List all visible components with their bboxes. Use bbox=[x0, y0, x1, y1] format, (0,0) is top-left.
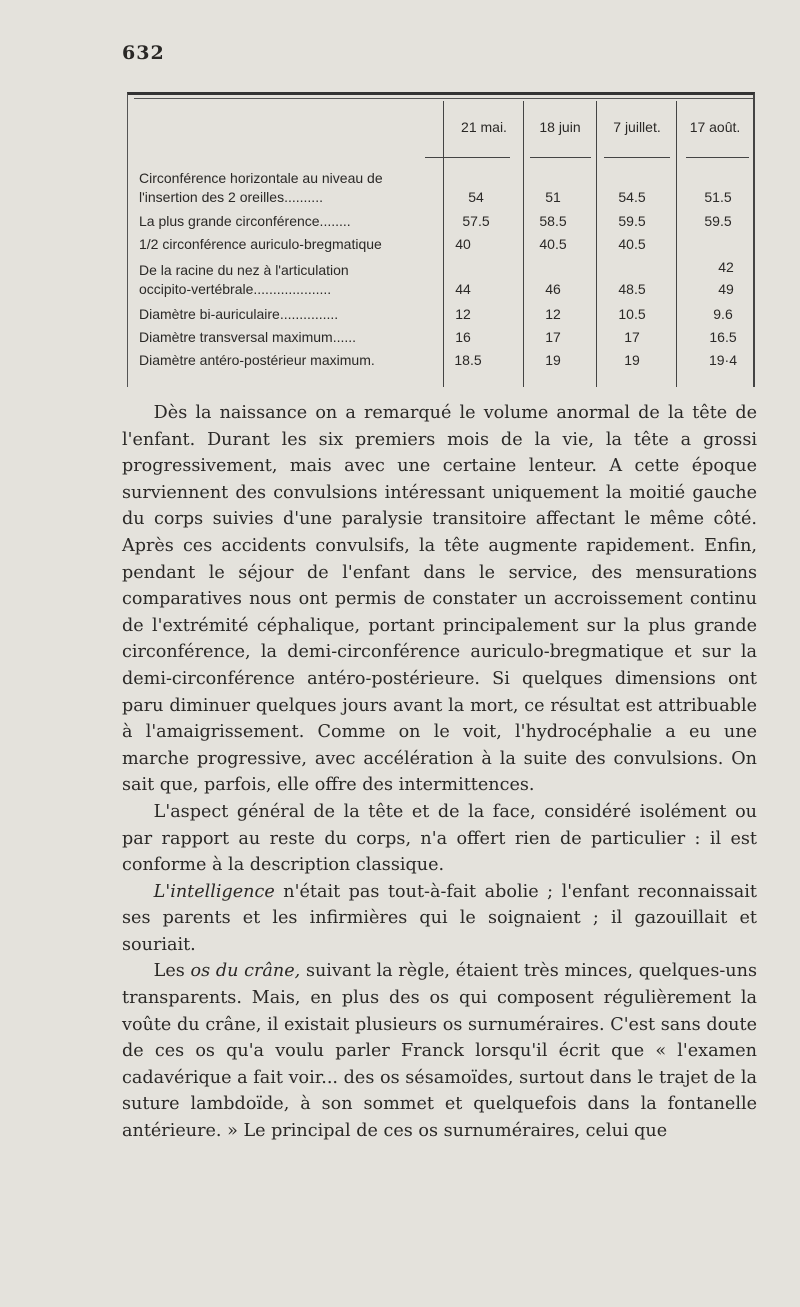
table-cell: 51 bbox=[545, 189, 561, 205]
column-header: 21 mai. bbox=[461, 119, 507, 135]
header-rule bbox=[425, 157, 510, 158]
table-cell: 57.5 bbox=[462, 213, 490, 229]
column-divider bbox=[596, 101, 597, 387]
table-cell: 40.5 bbox=[539, 236, 567, 252]
table-rule bbox=[134, 98, 753, 99]
table-cell: 19·4 bbox=[708, 352, 738, 368]
body-text bbox=[122, 400, 757, 1145]
column-divider bbox=[676, 101, 677, 387]
table-cell: 58.5 bbox=[539, 213, 567, 229]
table-cell: 54.5 bbox=[618, 189, 646, 205]
row-label: Circonférence horizontale au niveau de bbox=[139, 170, 383, 186]
emphasis: L'intelligence bbox=[153, 881, 275, 902]
table-cell: 48.5 bbox=[618, 281, 646, 297]
table-cell: 49 bbox=[718, 281, 734, 297]
row-label: Diamètre antéro-postérieur maximum. bbox=[139, 352, 375, 368]
table-cell: 59.5 bbox=[618, 213, 646, 229]
table-cell: 46 bbox=[545, 281, 561, 297]
table-cell: 18.5 bbox=[454, 352, 482, 368]
paragraph bbox=[122, 799, 757, 879]
table-cell: 51.5 bbox=[704, 189, 732, 205]
row-label: l'insertion des 2 oreilles.......... bbox=[139, 189, 323, 205]
table-cell: 54 bbox=[468, 189, 484, 205]
column-header: 17 août. bbox=[689, 119, 741, 135]
paragraph bbox=[122, 879, 757, 959]
paragraph-text: n'était pas tout-à-fait abolie ; l'enfant reconnaissait ses parents et les infirmières qui le soignaient ; il gazouillait et souriait. bbox=[122, 881, 757, 955]
page-number: 632 bbox=[122, 42, 165, 64]
paragraph: Dès la naissance on a remarqué le volume anormal de la tête de l'enfant. Durant les six premiers mois de la vie, la tête a grossi progressivement, mais avec une certaine lenteur. A cette époque surviennent des convulsions intéressant uniquement la moitié gauche du corps suivies d'une paralysie transitoire affectant le même côté. Après ces accidents convulsifs, la tête augmente rapidement. Enfin, pendant le séjour de l'enfant dans le service, des mensurations comparatives nous ont permis de constater un accroissement continu de l'extrémité céphalique, portant principalement sur la plus grande circonférence, la demi-circonférence auriculo-bregmatique et sur la demi-circonférence antéro-postérieure. Si quelques dimensions ont paru diminuer quelques jours avant la mort, ce résultat est attribuable à l'amaigrissement. Comme on le voit, l'hydrocéphalie a eu une marche progressive, avec accélération à la suite des convulsions. On sait que, parfois, elle offre des intermittences. bbox=[122, 403, 757, 796]
table-cell: 40.5 bbox=[618, 236, 646, 252]
table-cell: 42 bbox=[718, 259, 734, 275]
paragraph-text: L'aspect général de la tête et de la face, considéré isolément ou par rapport au reste du corps, n'a offert rien de particulier : il est conforme à la description classique. bbox=[122, 801, 757, 876]
row-label: Diamètre transversal maximum...... bbox=[139, 329, 357, 345]
paragraph bbox=[122, 958, 757, 1144]
column-header: 7 juillet. bbox=[613, 119, 661, 135]
table-cell: 44 bbox=[455, 281, 471, 297]
table-cell: 12 bbox=[545, 306, 561, 322]
row-label: occipito-vertébrale.................... bbox=[139, 281, 332, 297]
measurement-table bbox=[127, 92, 755, 387]
table-cell: 16 bbox=[455, 329, 471, 345]
row-label: 1/2 circonférence auriculo-bregmatique bbox=[139, 236, 382, 252]
table-cell: 59.5 bbox=[704, 213, 732, 229]
header-rule bbox=[686, 157, 749, 158]
row-label: De la racine du nez à l'articulation bbox=[139, 262, 349, 278]
table-cell: 40 bbox=[455, 236, 471, 252]
paragraph-text: Les bbox=[153, 961, 191, 982]
table-cell: 12 bbox=[455, 306, 471, 322]
table-cell: 19 bbox=[624, 352, 640, 368]
header-rule bbox=[604, 157, 670, 158]
table-cell: 9.6 bbox=[713, 306, 733, 322]
paragraph-text: suivant la règle, étaient très minces, quelques-uns transparents. Mais, en plus des os qui composent régulièrement la voûte du crâne, il existait plusieurs os surnuméraires. C'est sans doute de ces os qu'a voulu parler Franck lorsqu'il écrit que « l'examen cadavérique a fait voir... des os sésamoïdes, surtout dans le trajet de la suture lambdoïde, à son sommet et quelquefois dans la fontanelle antérieure. » Le principal de ces os surnuméraires, celui que bbox=[122, 961, 757, 1142]
emphasis: os du crâne, bbox=[190, 961, 301, 982]
table-cell: 10.5 bbox=[618, 306, 646, 322]
table-cell: 17 bbox=[545, 329, 561, 345]
table-cell: 16.5 bbox=[709, 329, 737, 345]
table-cell: 17 bbox=[624, 329, 640, 345]
column-header: 18 juin bbox=[539, 119, 581, 135]
row-label: Diamètre bi-auriculaire............... bbox=[139, 306, 339, 322]
header-rule bbox=[530, 157, 591, 158]
table-cell: 19 bbox=[545, 352, 561, 368]
row-label: La plus grande circonférence........ bbox=[139, 213, 351, 229]
